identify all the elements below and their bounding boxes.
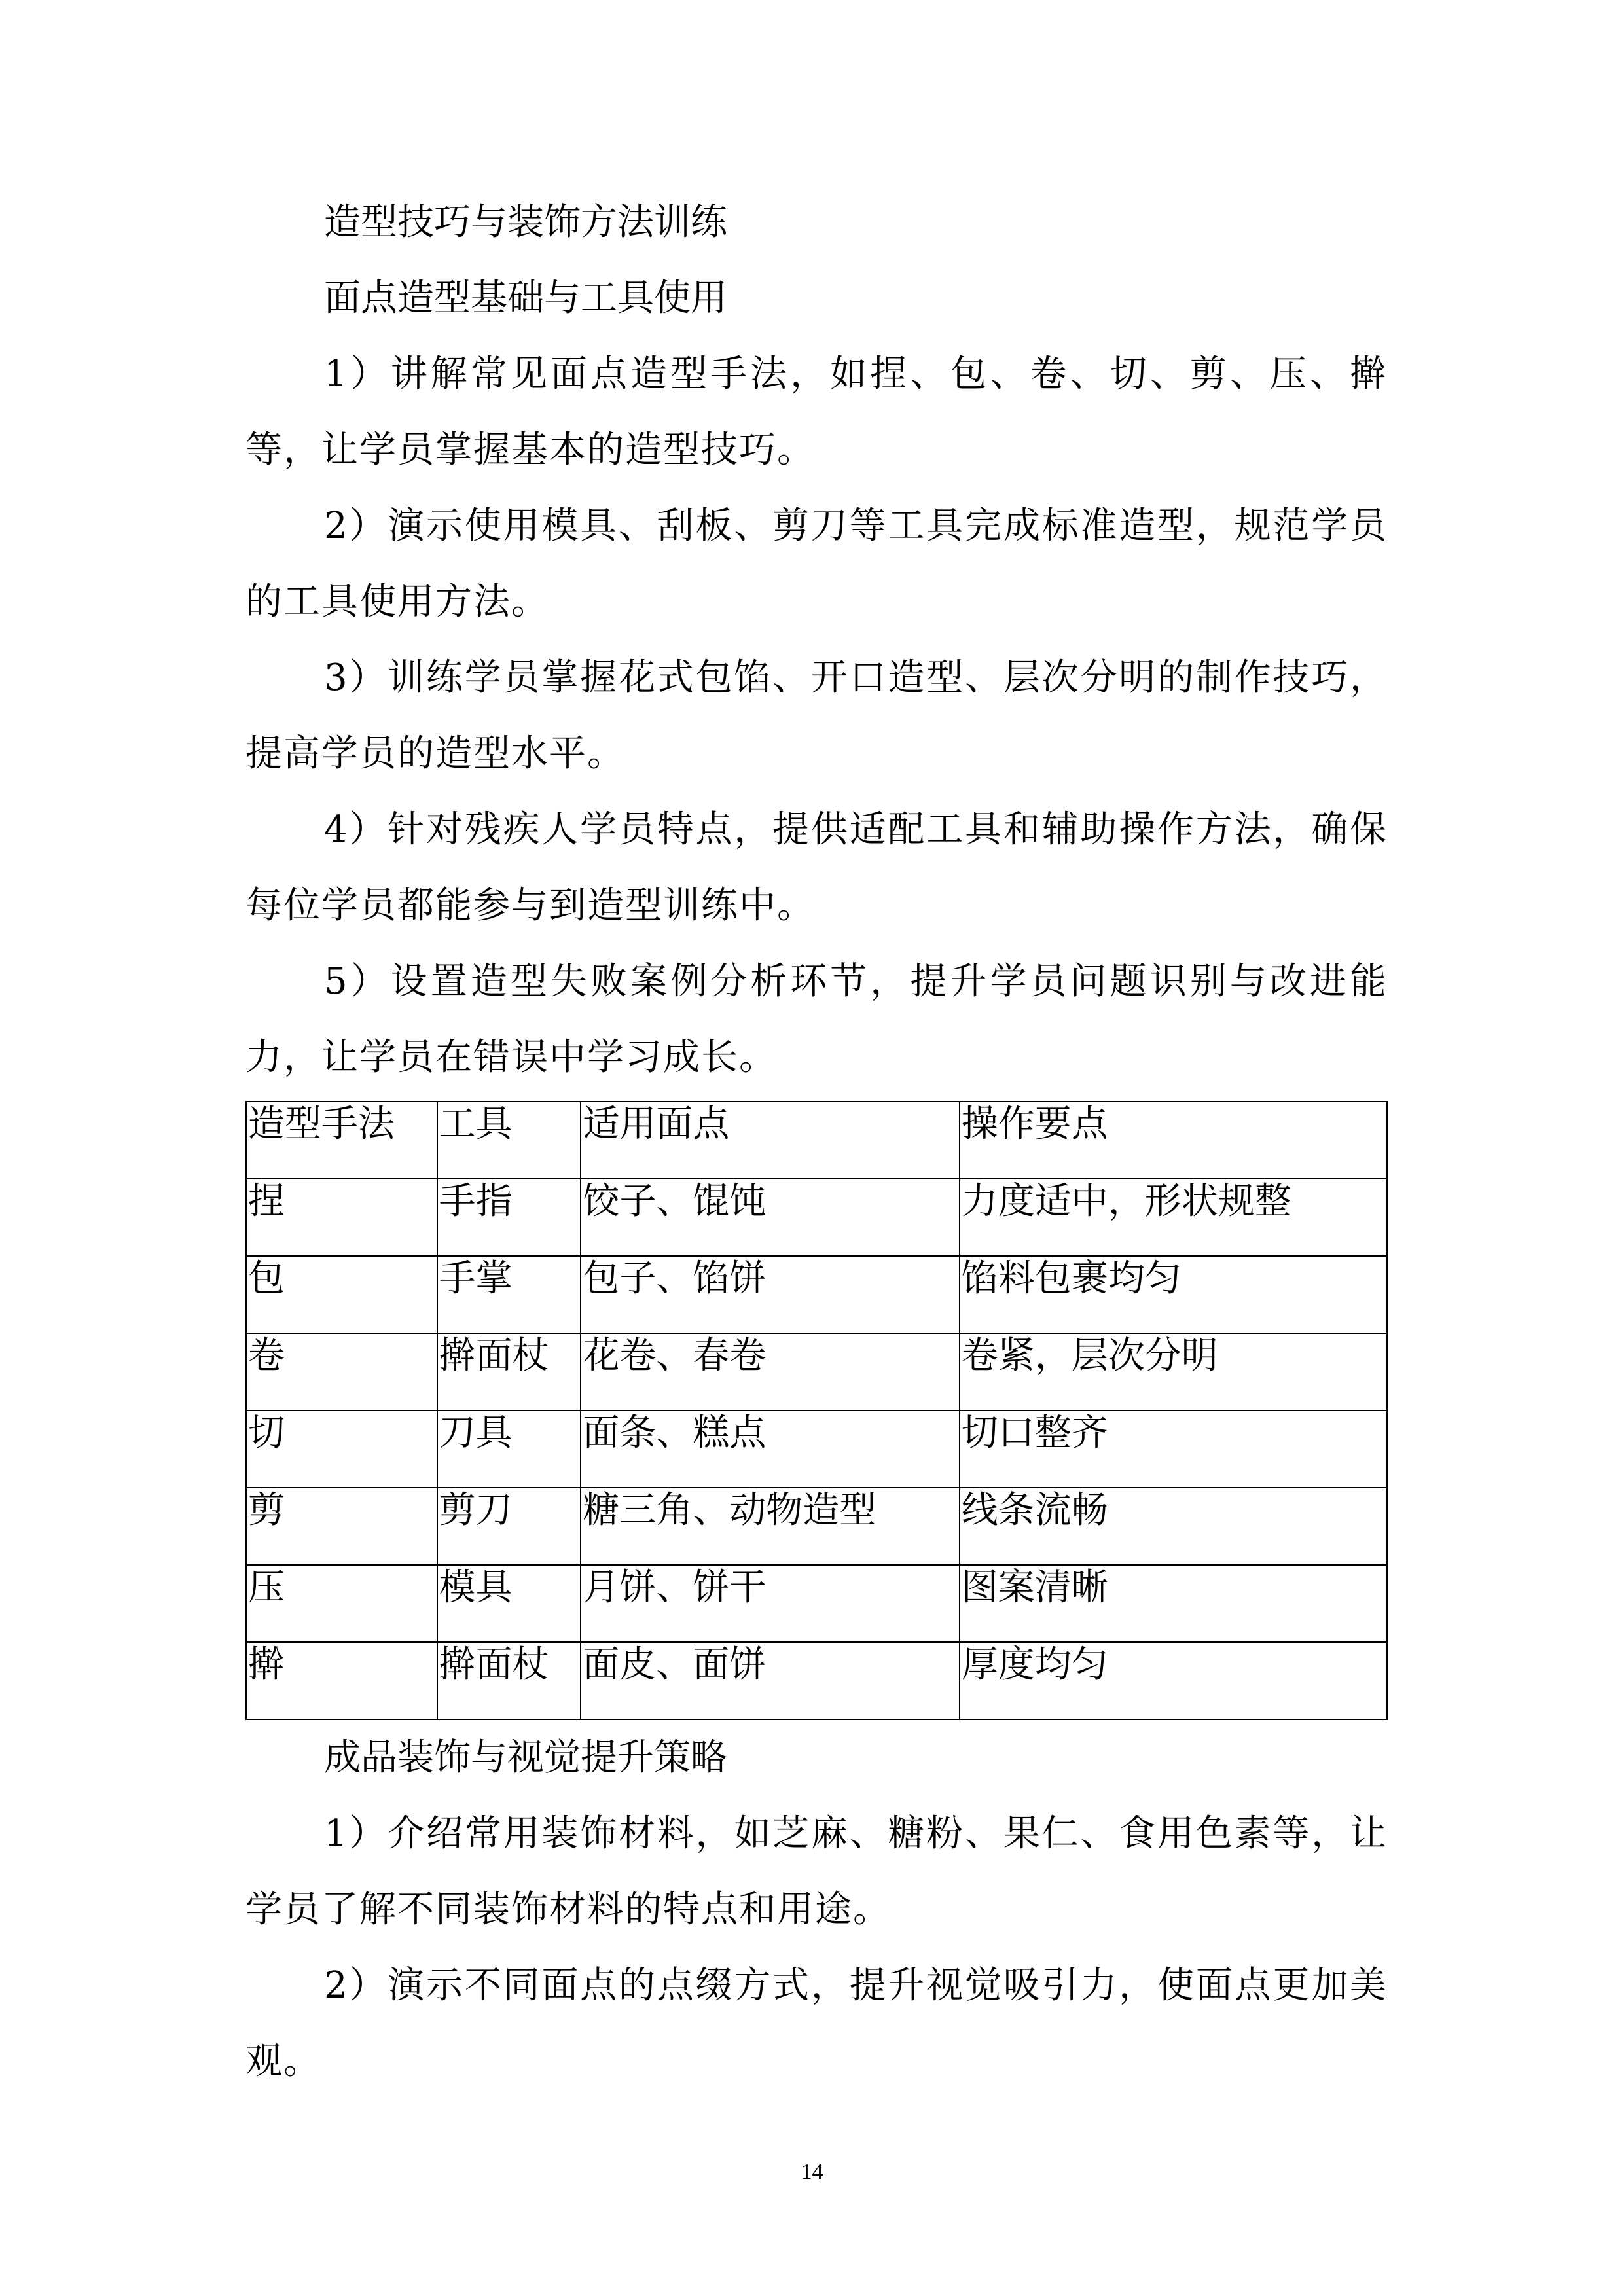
table-cell: 饺子、馄饨: [581, 1179, 959, 1256]
table-cell: 刀具: [437, 1410, 581, 1488]
table-cell: 图案清晰: [960, 1565, 1387, 1642]
table-cell: 模具: [437, 1565, 581, 1642]
paragraph-item: 3）训练学员掌握花式包馅、开口造型、层次分明的制作技巧，提高学员的造型水平。: [245, 656, 1388, 775]
table-cell: 压: [246, 1565, 437, 1642]
table-cell: 馅料包裹均匀: [960, 1256, 1387, 1333]
table-cell: 擀面杖: [437, 1642, 581, 1719]
page-content: [245, 185, 1388, 2100]
table-row: [246, 1333, 1387, 1410]
paragraph-item: 4）针对残疾人学员特点，提供适配工具和辅助操作方法，确保每位学员都能参与到造型训练中。: [245, 808, 1388, 927]
table-cell: 线条流畅: [960, 1488, 1387, 1565]
table-header-row: [246, 1102, 1387, 1179]
table-row: [246, 1179, 1387, 1256]
table-cell: 切: [246, 1410, 437, 1488]
table-cell: 擀面杖: [437, 1333, 581, 1410]
table-row: [246, 1410, 1387, 1488]
table-header-cell: 操作要点: [960, 1102, 1387, 1179]
table-cell: 手掌: [437, 1256, 581, 1333]
paragraph-item: 2）演示使用模具、刮板、剪刀等工具完成标准造型，规范学员的工具使用方法。: [245, 505, 1388, 623]
table-row: [246, 1642, 1387, 1719]
table-cell: 面条、糕点: [581, 1410, 959, 1488]
table-cell: 月饼、饼干: [581, 1565, 959, 1642]
sub-heading-tools: 面点造型基础与工具使用: [324, 277, 727, 319]
paragraph-item: 2）演示不同面点的点缀方式，提升视觉吸引力，使面点更加美观。: [245, 1964, 1388, 2083]
table-row: [246, 1488, 1387, 1565]
table-cell: 手指: [437, 1179, 581, 1256]
table-row: [246, 1565, 1387, 1642]
table-cell: 切口整齐: [960, 1410, 1387, 1488]
sub-heading-decoration: 成品装饰与视觉提升策略: [324, 1736, 727, 1779]
table-cell: 花卷、春卷: [581, 1333, 959, 1410]
paragraph-item: 5）设置造型失败案例分析环节，提升学员问题识别与改进能力，让学员在错误中学习成长。: [245, 960, 1388, 1079]
table-header-cell: 工具: [437, 1102, 581, 1179]
table-cell: 厚度均匀: [960, 1642, 1387, 1719]
paragraph-item: 1）讲解常见面点造型手法，如捏、包、卷、切、剪、压、擀等，让学员掌握基本的造型技巧。: [245, 353, 1388, 471]
page-number: 14: [801, 2160, 823, 2184]
table-cell: 包: [246, 1256, 437, 1333]
paragraph-item: 1）介绍常用装饰材料，如芝麻、糖粉、果仁、食用色素等，让学员了解不同装饰材料的特点和用途。: [245, 1812, 1388, 1931]
table-header-cell: 适用面点: [581, 1102, 959, 1179]
shaping-methods-table: [245, 1101, 1388, 1720]
table-cell: 剪: [246, 1488, 437, 1565]
table-cell: 面皮、面饼: [581, 1642, 959, 1719]
main-heading: 造型技巧与装饰方法训练: [324, 201, 727, 243]
table-cell: 包子、馅饼: [581, 1256, 959, 1333]
table-row: [246, 1256, 1387, 1333]
table-cell: 剪刀: [437, 1488, 581, 1565]
table-cell: 卷: [246, 1333, 437, 1410]
table-cell: 力度适中，形状规整: [960, 1179, 1387, 1256]
table-cell: 卷紧，层次分明: [960, 1333, 1387, 1410]
table-cell: 糖三角、动物造型: [581, 1488, 959, 1565]
table-header-cell: 造型手法: [246, 1102, 437, 1179]
table-cell: 捏: [246, 1179, 437, 1256]
table-cell: 擀: [246, 1642, 437, 1719]
